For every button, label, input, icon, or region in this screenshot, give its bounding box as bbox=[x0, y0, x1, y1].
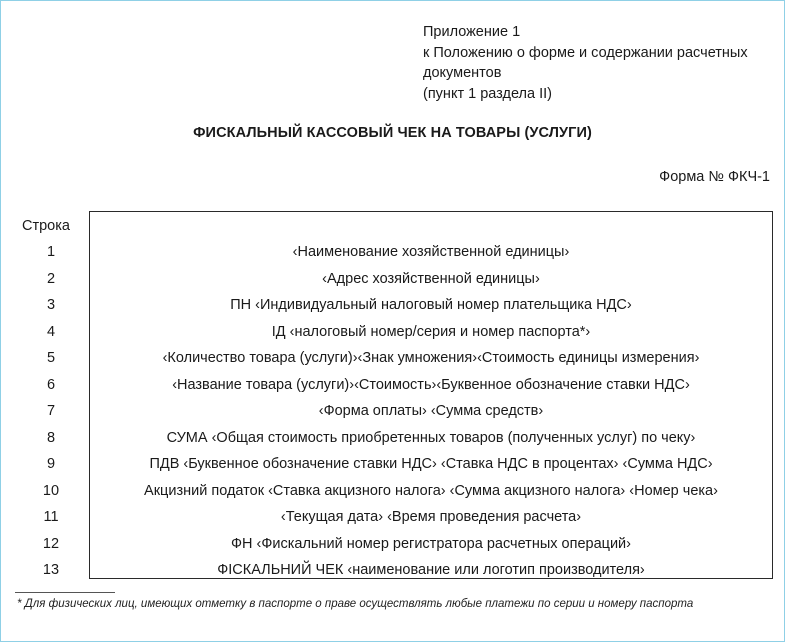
receipt-line: ‹Адрес хозяйственной единицы› bbox=[322, 270, 540, 287]
form-number: Форма № ФКЧ-1 bbox=[659, 169, 770, 185]
receipt-line: ‹Форма оплаты› ‹Сумма средств› bbox=[318, 403, 544, 419]
receipt-line: ‹Название товара (услуги)›‹Стоимость›‹Буквенное обозначение ставки НДС› bbox=[172, 376, 690, 393]
receipt-lines bbox=[90, 242, 772, 587]
receipt-line: ІД ‹налоговый номер/серия и номер паспорта*› bbox=[271, 323, 591, 340]
receipt-line: ФН ‹Фискальний номер регистратора расчетных операций› bbox=[231, 535, 631, 552]
row-number: 11 bbox=[43, 509, 59, 525]
row-number: 1 bbox=[46, 244, 56, 260]
row-number: 9 bbox=[46, 456, 56, 472]
receipt-line: ПДВ ‹Буквенное обозначение ставки НДС› ‹Ставка НДС в процентах› ‹Сумма НДС› bbox=[149, 456, 713, 472]
row-number: 8 bbox=[46, 429, 56, 446]
row-numbers-column bbox=[21, 242, 81, 587]
row-number: 4 bbox=[46, 323, 56, 340]
receipt-box bbox=[89, 211, 773, 579]
row-number: 12 bbox=[42, 535, 60, 552]
receipt-line: ‹Текущая дата› ‹Время проведения расчета› bbox=[280, 509, 582, 525]
row-number: 3 bbox=[46, 297, 56, 313]
appendix-line: Приложение 1 bbox=[423, 24, 521, 40]
appendix-line: документов bbox=[423, 65, 502, 81]
row-number: 13 bbox=[42, 562, 60, 578]
row-number: 5 bbox=[46, 350, 56, 366]
appendix-line: к Положению о форме и содержании расчетных bbox=[423, 44, 748, 61]
row-number: 10 bbox=[42, 482, 60, 499]
receipt-line: ПН ‹Индивидуальный налоговый номер плательщика НДС› bbox=[230, 297, 632, 313]
document-title: ФИСКАЛЬНЫЙ КАССОВЫЙ ЧЕК НА ТОВАРЫ (УСЛУГИ) bbox=[193, 125, 592, 141]
receipt-line: ФІСКАЛЬНИЙ ЧЕК ‹наименование или логотип производителя› bbox=[217, 562, 645, 578]
row-number: 6 bbox=[46, 376, 56, 393]
footnote: * Для физических лиц, имеющих отметку в паспорте о праве осуществлять любые платежи по серии и номеру паспорта bbox=[17, 598, 694, 610]
footnote-divider bbox=[15, 592, 115, 593]
receipt-line: Акцизний податок ‹Ставка акцизного налога› ‹Сумма акцизного налога› ‹Номер чека› bbox=[144, 482, 718, 499]
row-column-header: Строка bbox=[22, 218, 70, 234]
appendix-reference bbox=[423, 22, 778, 104]
receipt-line: ‹Количество товара (услуги)›‹Знак умножения›‹Стоимость единицы измерения› bbox=[162, 350, 700, 366]
row-number: 7 bbox=[46, 403, 56, 419]
receipt-line: ‹Наименование хозяйственной единицы› bbox=[292, 244, 570, 260]
receipt-line: СУМА ‹Общая стоимость приобретенных товаров (полученных услуг) по чеку› bbox=[166, 429, 696, 446]
appendix-line: (пункт 1 раздела II) bbox=[423, 85, 552, 102]
row-number: 2 bbox=[46, 270, 56, 287]
